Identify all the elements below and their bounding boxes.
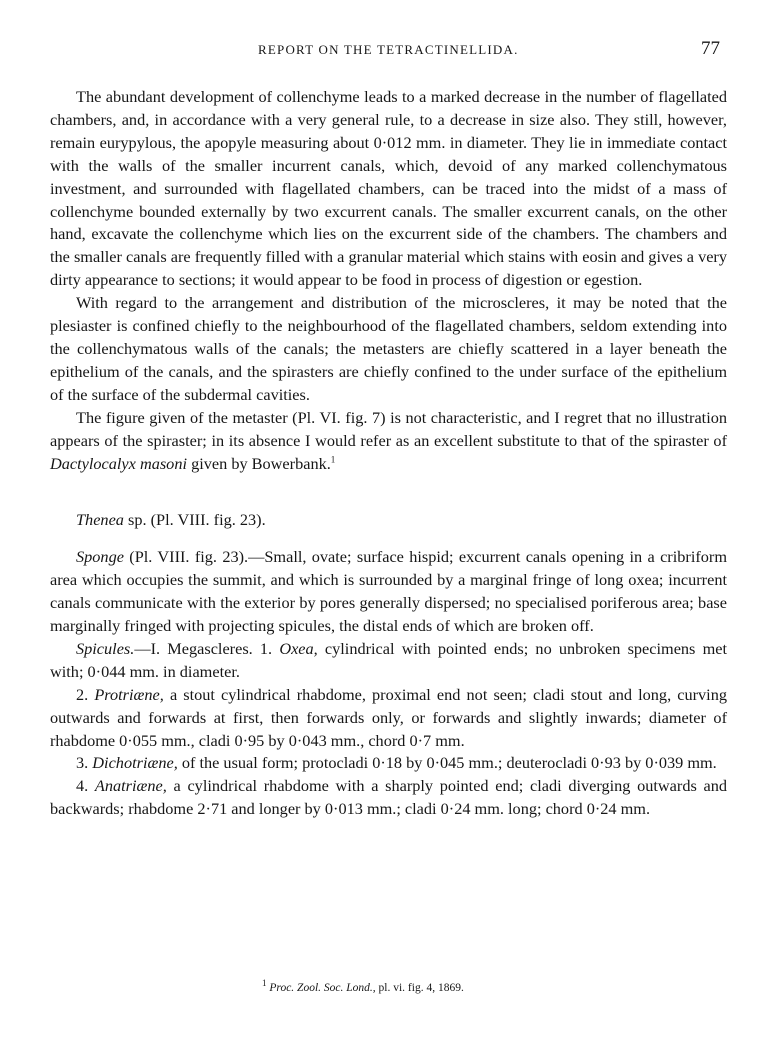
species-heading xyxy=(50,509,727,532)
dichotriaene-name: Dichotriæne, xyxy=(92,753,178,773)
protriaene-name: Protriæne, xyxy=(94,684,164,704)
sponge-label: Sponge xyxy=(76,547,124,567)
item-number: 2. xyxy=(76,684,89,704)
footnote xyxy=(262,978,464,994)
oxea-name: Oxea, xyxy=(279,638,318,658)
footnote-mark: 1 xyxy=(262,978,267,989)
footnote-rest: pl. vi. fig. 4, 1869. xyxy=(378,982,464,994)
oxea-description: cylindrical with pointed ends; no unbroken specimens met with; 0·044 mm. in diameter. xyxy=(50,638,727,681)
footnote-reference: 1 xyxy=(330,454,336,465)
paragraph-dichotriaene xyxy=(50,752,727,775)
paragraph-spicules xyxy=(50,638,727,684)
sponge-description: (Pl. VIII. fig. 23).—Small, ovate; surface hispid; excurrent canals opening in a cribriform area which occupies the summit, and which is surrounded by a marginal fringe of long oxea; incurrent canals communicate with the exterior by pores generally dispersed; no specialised poriferous area; base marginally fringed with projecting spicules, the distal ends of which are broken off. xyxy=(50,547,727,636)
anatriaene-description: a cylindrical rhabdome with a sharply pointed end; cladi diverging outwards and backwards; rhabdome 2·71 and longer by 0·013 mm.; cladi 0·24 mm. long; chord 0·24 mm. xyxy=(50,776,728,819)
paragraph-end: given by Bowerbank. xyxy=(191,453,331,473)
paragraph-text: The figure given of the metaster (Pl. VI. fig. 7) is not characteristic, and I regret that no illustration appears of the spiraster; in its absence I would refer as an excellent substitute to that of the spiraster of xyxy=(50,407,727,450)
spicules-label: Spicules. xyxy=(76,638,135,658)
page-number: 77 xyxy=(701,38,720,59)
genus-name: Thenea xyxy=(76,510,124,530)
protriaene-description: a stout cylindrical rhabdome, proximal end not seen; cladi stout and long, curving outwards and forwards at first, then forwards only, or forwards and slightly inwards; diameter of rhabdome 0·055 mm., cladi 0·95 by 0·043 mm., chord 0·7 mm. xyxy=(50,684,727,750)
paragraph-anatriaene xyxy=(50,775,727,821)
anatriaene-name: Anatriæne, xyxy=(94,776,167,796)
dichotriaene-description: of the usual form; protocladi 0·18 by 0·045 mm.; deuterocladi 0·93 by 0·039 mm. xyxy=(181,753,717,773)
heading-rest: sp. (Pl. VIII. fig. 23). xyxy=(128,510,266,530)
running-head: REPORT ON THE TETRACTINELLIDA. xyxy=(258,42,519,57)
paragraph-sponge xyxy=(50,546,727,638)
item-number: 4. xyxy=(76,776,89,796)
spicules-intro: —I. Megascleres. 1. xyxy=(134,638,273,658)
paragraph-collenchyme: The abundant development of collenchyme leads to a marked decrease in the number of flagellated chambers, and, in accordance with a very general rule, to a decrease in size also. They still, however, remain eurypylous, the apopyle measuring about 0·012 mm. in diameter. They lie in immediate contact with the walls of the smaller incurrent canals, which, devoid of any marked collenchymatous investment, and surrounded with flagellated chambers, can be traced into the midst of a mass of collenchyme bounded externally by two excurrent canals. The smaller excurrent canals, on the other hand, excavate the collenchyme which lies on the excurrent side of the chambers. The chambers and the smaller canals are frequently filled with a granular material which stains with eosin and gives a very dirty appearance to sections; it would appear to be food in process of digestion or egestion. xyxy=(50,87,727,290)
species-name: Dactylocalyx masoni xyxy=(50,453,187,473)
item-number: 3. xyxy=(76,753,89,773)
footnote-source: Proc. Zool. Soc. Lond., xyxy=(269,982,376,994)
paragraph-metaster-figure xyxy=(50,407,727,476)
body-text xyxy=(50,86,727,821)
paragraph-protriaene xyxy=(50,684,727,753)
paragraph-microscleres: With regard to the arrangement and distribution of the microscleres, it may be noted that the plesiaster is confined chiefly to the neighbourhood of the flagellated chambers, seldom extending into the collenchymatous walls of the canals; the metasters are chiefly scattered in a layer beneath the epithelium of the canals, and the spirasters are chiefly confined to the under surface of the epithelium of the surface of the subdermal cavities. xyxy=(50,293,727,404)
